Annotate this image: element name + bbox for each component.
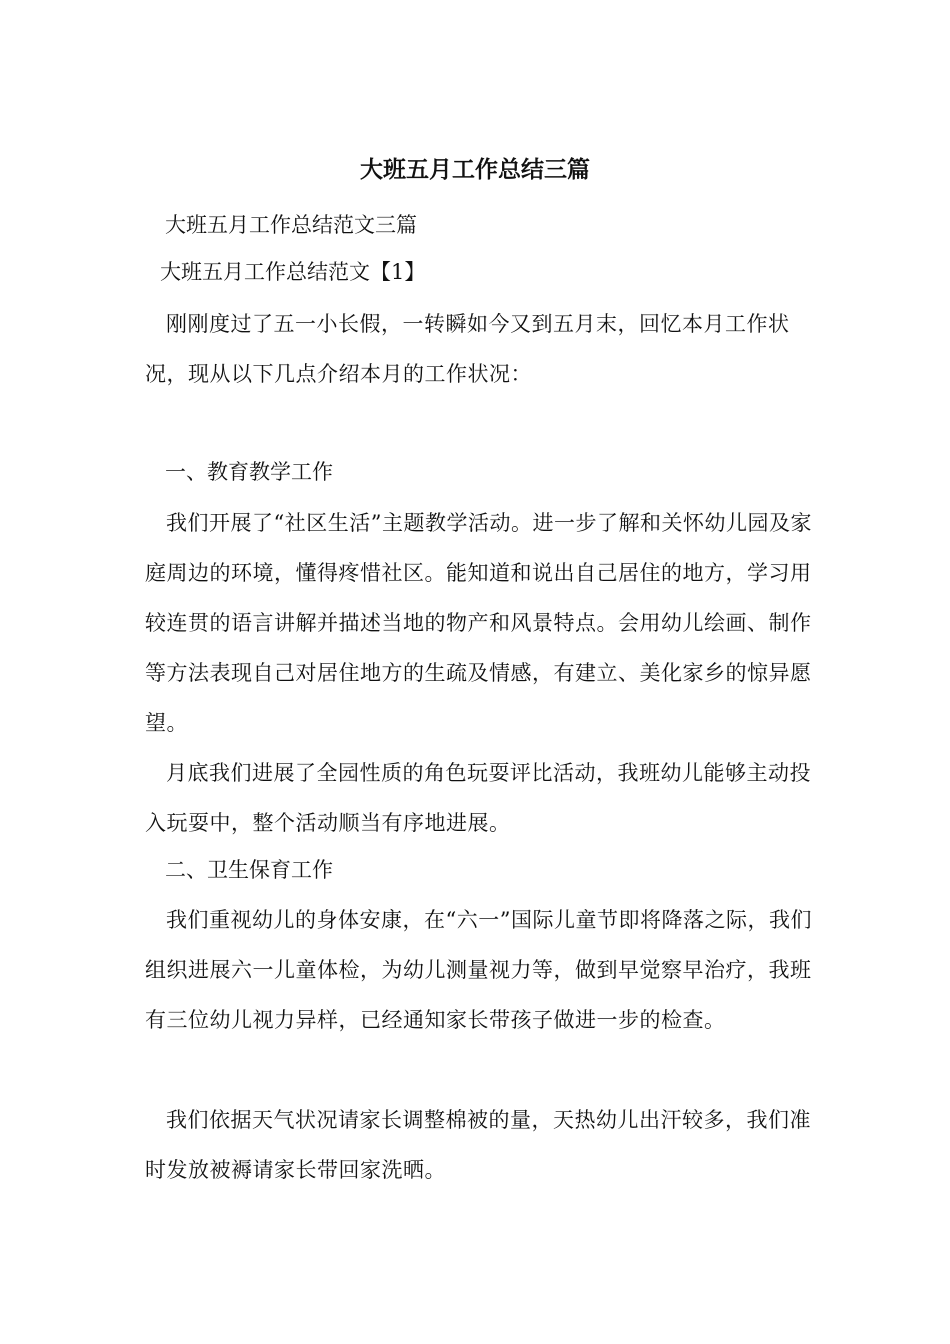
document-subtitle: 大班五月工作总结范文三篇 xyxy=(165,213,417,237)
section-label: 大班五月工作总结范文【1】 xyxy=(160,260,426,284)
heading-education: 一、教育教学工作 xyxy=(165,460,333,484)
document-title: 大班五月工作总结三篇 xyxy=(360,156,590,183)
bedding-paragraph: 我们依据天气状况请家长调整棉被的量，天热幼儿出汗较多，我们准时发放被褥请家长带回家洗晒。 xyxy=(145,1108,811,1182)
education-paragraph: 我们开展了“社区生活”主题教学活动。进一步了解和关怀幼儿园及家庭周边的环境，懂得疼惜社区。能知道和说出自己居住的地方，学习用较连贯的语言讲解并描述当地的物产和风景特点。会用幼儿绘画、制作等方法表现自己对居住地方的生疏及情感，有建立、美化家乡的惊异愿望。 xyxy=(145,511,812,735)
intro-paragraph: 刚刚度过了五一小长假，一转瞬如今又到五月末，回忆本月工作状况，现从以下几点介绍本月的工作状况： xyxy=(145,312,790,386)
heading-health: 二、卫生保育工作 xyxy=(165,858,333,882)
activity-paragraph: 月底我们进展了全园性质的角色玩耍评比活动，我班幼儿能够主动投入玩耍中，整个活动顺当有序地进展。 xyxy=(145,761,811,835)
health-paragraph: 我们重视幼儿的身体安康，在“六一”国际儿童节即将降落之际，我们组织进展六一儿童体检，为幼儿测量视力等，做到早觉察早治疗，我班有三位幼儿视力异样，已经通知家长带孩子做进一步的检查。 xyxy=(145,908,812,1032)
